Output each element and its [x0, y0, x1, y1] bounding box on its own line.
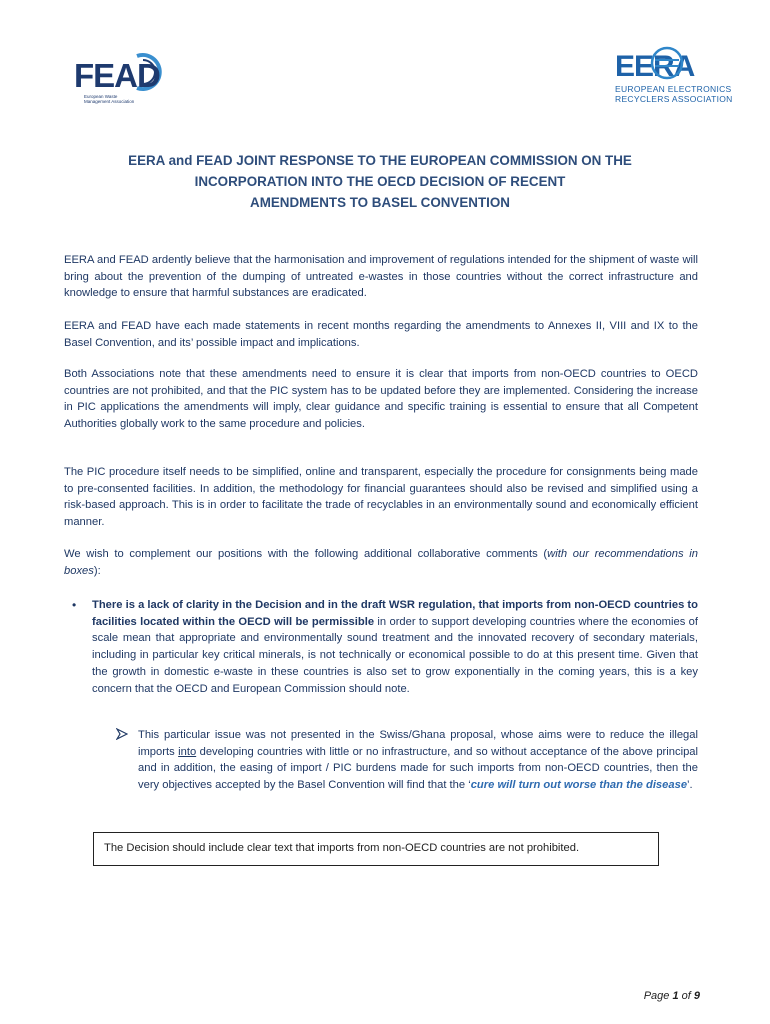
fead-logo [74, 54, 170, 108]
eera-logo-mark [615, 46, 727, 82]
page-current: 1 [672, 990, 679, 1002]
bullet-text [92, 597, 698, 697]
page-word: Page [643, 990, 673, 1002]
sub-bullet-part-2: developing countries with little or no infrastructure, and so without acceptance of the above principal and in addition, the easing of import / PIC burdens made for such imports from non-OECD countries, then the very objectives accepted by the Basel Convention will find that the ‘ [138, 745, 698, 792]
sub-bullet-quote: cure will turn out worse than the disease [470, 779, 688, 792]
sub-bullet-part-3: ’. [687, 779, 693, 792]
recommendation-box [93, 832, 659, 866]
document-title [60, 150, 700, 213]
fead-logo-text: FEAD [74, 57, 160, 94]
paragraph-5-end: ): [93, 564, 101, 577]
sub-bullet-text [138, 727, 698, 794]
sub-bullet-part-1: This particular issue was not presented in the Swiss/Ghana proposal, whose aims were to reduce the illegal imports [138, 729, 698, 758]
title-line-2: INCORPORATION INTO THE OECD DECISION OF RECENT [194, 174, 566, 189]
paragraph-2: EERA and FEAD have each made statements in recent months regarding the amendments to Annexes II, VIII and IX to the Basel Convention, and its’ possible impact and implications. [64, 320, 698, 349]
title-line-1: EERA and FEAD JOINT RESPONSE TO THE EUROPEAN COMMISSION ON THE [128, 153, 632, 168]
bullet-dot-icon: • [72, 598, 77, 612]
fead-logo-subtitle: European Waste Management Association [84, 94, 135, 104]
bullet-rest-text: in order to support developing countries where the economies of scale mean that appropriate and environmentally sound treatment and the innovated recovery of secondary materials, including in particular key critical minerals, is not technically or economical possible to do at this present time. Given that the growth in domestic e-waste in these countries is also set to grow exponentially in the coming years, this is a key concern that the OECD and European Commission should note. [92, 615, 698, 695]
paragraph-5-start: We wish to complement our positions with the following additional collaborative comments ( [64, 548, 548, 560]
page-of-word: of [678, 990, 694, 1002]
page-number [600, 990, 700, 1002]
eera-logo-text: EERA [615, 50, 695, 82]
bullet-bold-text: There is a lack of clarity in the Decision and in the draft WSR regulation, that imports from non-OECD countries to facilities located within the OECD will be permissible [92, 599, 698, 628]
paragraph-5 [64, 546, 698, 579]
paragraph-4: The PIC procedure itself needs to be simplified, online and transparent, especially the procedure for consignments being made to pre-consented facilities. In addition, the methodology for financial guarantees should also be revised and simplified using a risk-based approach. This is in order to facilitate the trade of recyclables in an environmentally sound and economically efficient manner. [64, 466, 698, 529]
sub-bullet-underlined: into [178, 745, 197, 758]
paragraph-1: EERA and FEAD ardently believe that the harmonisation and improvement of regulations intended for the shipment of waste will bring about the prevention of the dumping of untreated e-wastes in those countries without the correct infrastructure and knowledge to ensure that harmful substances are eradicated. [64, 254, 698, 300]
recommendation-text: The Decision should include clear text that imports from non-OECD countries are not prohibited. [104, 842, 580, 854]
title-line-3: AMENDMENTS TO BASEL CONVENTION [250, 195, 510, 210]
page-total: 9 [693, 990, 700, 1002]
paragraph-3: Both Associations note that these amendments need to ensure it is clear that imports from non-OECD countries to OECD countries are not prohibited, and that the PIC system has to be updated before they are implemented. Considering the increase in PIC applications the amendments will imply, clear guidance and specific training is essential to ensure that all Competent Authorities globally work to the same procedure and policies. [64, 368, 698, 431]
paragraph-5-italic: with our recommendations in boxes [64, 548, 698, 577]
eera-logo [615, 46, 733, 106]
arrow-bullet-icon [116, 728, 128, 740]
eera-subtitle-line1: EUROPEAN ELECTRONICS [615, 84, 732, 94]
eera-logo-subtitle [615, 84, 733, 104]
eera-subtitle-line2: RECYCLERS ASSOCIATION [615, 94, 733, 104]
